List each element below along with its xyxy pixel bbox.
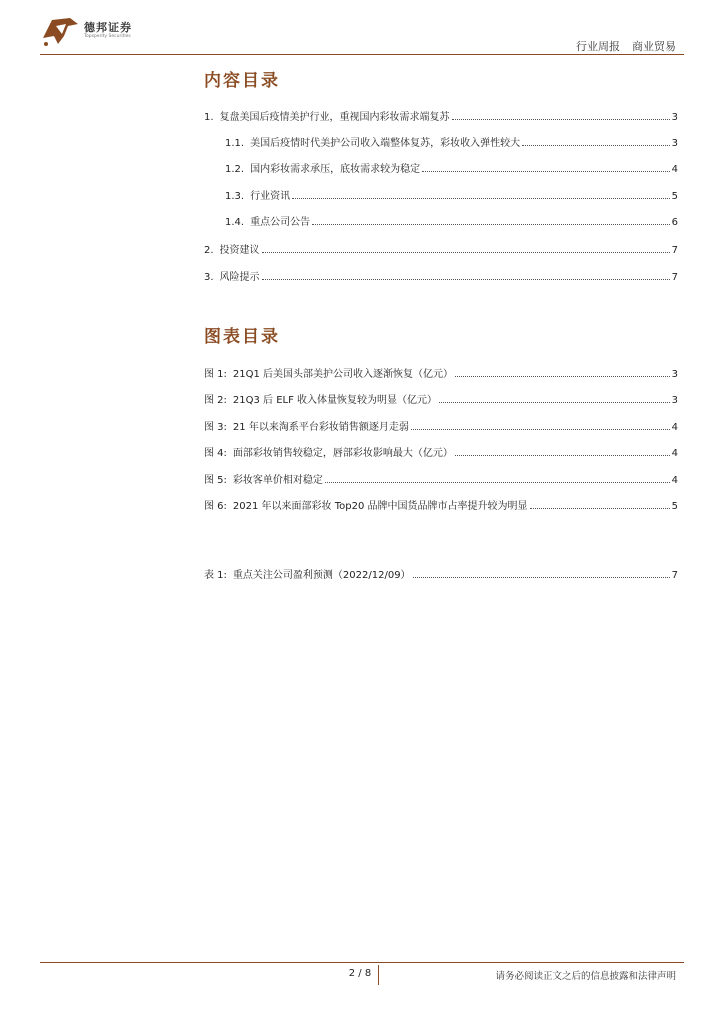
toc-entry-number: 1.1. — [225, 138, 245, 149]
toc-entry-text: 美国后疫情时代美护公司收入端整体复苏，彩妆收入弹性较大 — [250, 138, 521, 149]
report-sector: 商业贸易 — [632, 40, 676, 53]
figure-entry-page: 4 — [671, 422, 678, 433]
table-entry[interactable] — [204, 566, 678, 582]
table-leader-dots — [413, 569, 670, 578]
toc-entry-text: 风险提示 — [219, 272, 260, 283]
figure-entry-text: 21Q1 后美国头部美护公司收入逐渐恢复（亿元） — [232, 369, 454, 380]
figure-entry[interactable] — [204, 365, 678, 381]
figure-entry[interactable] — [204, 444, 678, 460]
figure-entry-text: 面部彩妆销售较稳定，唇部彩妆影响最大（亿元） — [232, 448, 453, 459]
page-header — [0, 0, 724, 60]
toc-entry-text: 投资建议 — [219, 245, 260, 256]
toc-entry[interactable] — [225, 160, 678, 176]
toc-entry[interactable] — [225, 213, 678, 229]
toc-entry-text: 国内彩妆需求承压，底妆需求较为稳定 — [250, 164, 421, 175]
toc-leader-dots — [452, 111, 670, 120]
figure-leader-dots — [455, 447, 670, 456]
figure-entry-page: 5 — [671, 501, 678, 512]
figure-entry[interactable] — [204, 497, 678, 513]
toc-entry-number: 3. — [204, 272, 214, 283]
figure-entry-number: 图 2: — [204, 395, 227, 406]
figure-entry[interactable] — [204, 391, 678, 407]
footer-divider — [40, 962, 684, 963]
toc-entry-number: 1.4. — [225, 217, 245, 228]
figure-entry-number: 图 6: — [204, 501, 227, 512]
toc-entry-page: 6 — [671, 217, 678, 228]
toc-entry[interactable] — [204, 241, 678, 257]
figure-leader-dots — [439, 394, 670, 403]
disclaimer-note: 请务必阅读正文之后的信息披露和法律声明 — [495, 971, 676, 982]
logo-mark-icon — [40, 14, 80, 48]
toc-leader-dots — [312, 216, 670, 225]
toc-entry-text: 复盘美国后疫情美护行业，重视国内彩妆需求端复苏 — [219, 112, 450, 123]
toc-entry[interactable] — [204, 108, 678, 124]
figure-entry-text: 2021 年以来面部彩妆 Top20 品牌中国货品牌市占率提升较为明显 — [232, 501, 528, 512]
figure-entry-page: 3 — [671, 395, 678, 406]
page-number: 2 / 8 — [348, 968, 372, 979]
toc-entry-text: 行业资讯 — [250, 191, 291, 202]
toc-entry-page: 5 — [671, 191, 678, 202]
figure-leader-dots — [411, 421, 670, 430]
logo-english-name: Topsperity Securities — [84, 34, 131, 39]
toc-entry-text: 重点公司公告 — [250, 217, 311, 228]
figure-leader-dots — [455, 368, 670, 377]
report-category: 行业周报 — [576, 40, 620, 53]
toc-entry-number: 1.3. — [225, 191, 245, 202]
figure-entry[interactable] — [204, 471, 678, 487]
toc-entry-page: 7 — [671, 272, 678, 283]
toc-entry[interactable] — [204, 268, 678, 284]
header-divider — [40, 54, 684, 55]
figure-entry-text: 彩妆客单价相对稳定 — [232, 475, 323, 486]
footer-separator — [378, 965, 379, 985]
table-entry-page: 7 — [671, 570, 678, 581]
toc-title: 内容目录 — [204, 71, 280, 91]
figure-entry-number: 图 1: — [204, 369, 227, 380]
company-logo — [40, 14, 160, 48]
figure-leader-dots — [325, 474, 670, 483]
figure-entry-page: 3 — [671, 369, 678, 380]
table-entry-number: 表 1: — [204, 570, 227, 581]
figure-entry-text: 21Q3 后 ELF 收入体量恢复较为明显（亿元） — [232, 395, 438, 406]
toc-entry-number: 1. — [204, 112, 214, 123]
figure-entry-number: 图 4: — [204, 448, 227, 459]
figure-entry[interactable] — [204, 418, 678, 434]
figure-entry-text: 21 年以来淘系平台彩妆销售额逐月走弱 — [232, 422, 409, 433]
toc-entry[interactable] — [225, 134, 678, 150]
table-entry-text: 重点关注公司盈利预测（2022/12/09） — [232, 570, 411, 581]
toc-entry-number: 2. — [204, 245, 214, 256]
figure-entry-page: 4 — [671, 475, 678, 486]
figures-title: 图表目录 — [204, 327, 280, 347]
figure-entry-number: 图 5: — [204, 475, 227, 486]
toc-entry[interactable] — [225, 187, 678, 203]
toc-leader-dots — [422, 163, 670, 172]
logo-chinese-name: 德邦证券 — [84, 21, 132, 34]
toc-entry-page: 3 — [671, 138, 678, 149]
figure-leader-dots — [530, 500, 670, 509]
header-labels — [576, 38, 676, 54]
toc-entry-page: 7 — [671, 245, 678, 256]
toc-entry-number: 1.2. — [225, 164, 245, 175]
toc-leader-dots — [262, 271, 670, 280]
toc-entry-page: 3 — [671, 112, 678, 123]
toc-leader-dots — [262, 244, 670, 253]
toc-leader-dots — [292, 190, 670, 199]
toc-leader-dots — [522, 137, 670, 146]
toc-entry-page: 4 — [671, 164, 678, 175]
figure-entry-page: 4 — [671, 448, 678, 459]
figure-entry-number: 图 3: — [204, 422, 227, 433]
